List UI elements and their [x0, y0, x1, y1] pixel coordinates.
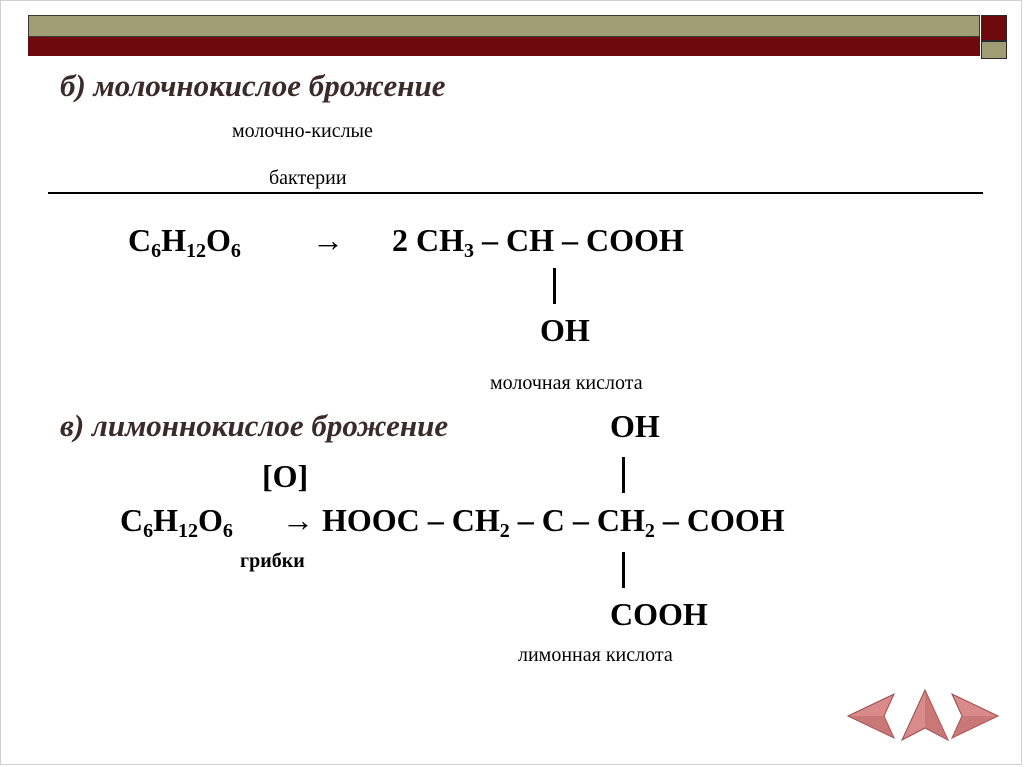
glucose-formula-v: $C_6H_{12}O_6$ — [120, 502, 233, 542]
arrow-up-icon[interactable] — [900, 688, 950, 744]
header-bar-olive — [28, 15, 980, 37]
catalyst-fungi: грибки — [240, 550, 305, 572]
arrow-right-icon[interactable] — [950, 688, 1000, 744]
catalyst-bacteria-line2: бактерии — [269, 167, 347, 189]
corner-square-olive — [981, 41, 1007, 59]
bond-line-bottom — [622, 552, 625, 588]
hydroxyl-group-top: OH — [610, 408, 660, 444]
hydroxyl-group-b: OH — [540, 312, 590, 348]
header-bar-maroon — [28, 37, 980, 56]
heading-lactic-fermentation: б) молочнокислое брожение — [60, 68, 446, 103]
glucose-formula-b: $C_6H_{12}O_6$ — [128, 222, 241, 262]
oxidant-label: [O] — [262, 458, 309, 494]
bond-line-b — [553, 268, 556, 304]
citric-acid-formula: → HOOC – $CH_2$ – C – $CH_2$ – COOH — [282, 502, 785, 542]
catalyst-bacteria-line1: молочно-кислые — [232, 120, 373, 142]
arrow-left-icon[interactable] — [846, 688, 896, 744]
lactic-acid-formula: 2 $CH_3$ – CH – COOH — [392, 222, 684, 262]
lactic-acid-name: молочная кислота — [490, 372, 643, 394]
reaction-line — [48, 192, 983, 194]
heading-citric-fermentation: в) лимоннокислое брожение — [60, 408, 449, 443]
citric-acid-name: лимонная кислота — [518, 644, 673, 666]
carboxyl-group-bottom: COOH — [610, 596, 708, 632]
corner-square-maroon — [981, 15, 1007, 41]
bond-line-top — [622, 457, 625, 493]
reaction-arrow-b: → — [312, 222, 344, 258]
